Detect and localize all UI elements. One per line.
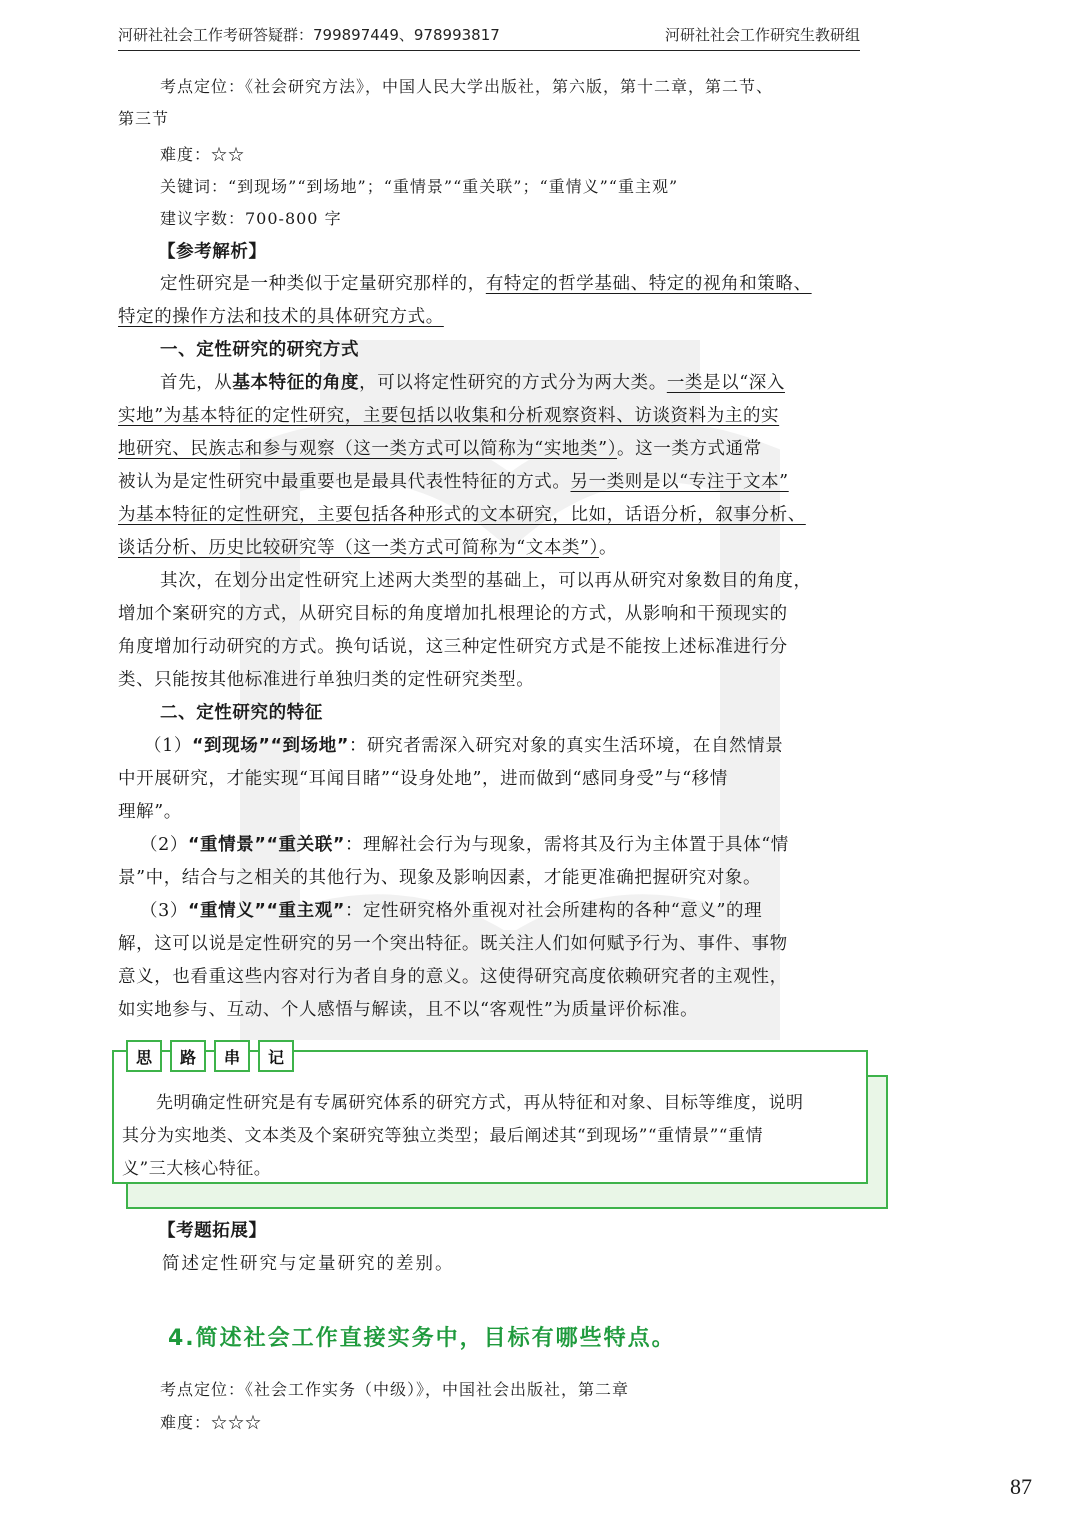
feature-2-text: ：理解社会行为与现象，需将其及行为主体置于具体“情 xyxy=(344,835,789,855)
p1-underlined: 另一类则是以“专注于文本” xyxy=(570,472,789,492)
question-4-title: 4.简述社会工作直接实务中，目标有哪些特点。 xyxy=(168,1326,676,1351)
analysis-heading: 【参考解析】 xyxy=(158,242,267,262)
feature-2-number: （2） xyxy=(140,835,188,855)
feature-3-line-4: 如实地参与、互动、个人感悟与解读，且不以“客观性”为质量评价标准。 xyxy=(118,1000,699,1020)
word-count: 建议字数：700-800 字 xyxy=(160,209,342,228)
section-2-title: 二、定性研究的特征 xyxy=(160,703,323,723)
p1-underlined: 一类是以“深入 xyxy=(666,373,785,393)
p1-line-3 xyxy=(118,435,762,460)
p1-line-1 xyxy=(160,369,785,394)
tag-char: 串 xyxy=(214,1040,250,1072)
question-4-kaodian: 考点定位：《社会工作实务（中级）》，中国社会出版社，第二章 xyxy=(160,1380,630,1399)
question-4-difficulty: 难度：☆☆☆ xyxy=(160,1413,263,1432)
p2-line-2: 增加个案研究的方式，从研究目标的角度增加扎根理论的方式，从影响和干预现实的 xyxy=(118,604,788,624)
feature-1-key: “到现场”“到场地” xyxy=(191,736,349,756)
p1-line-4 xyxy=(118,468,789,493)
tag-char: 路 xyxy=(170,1040,206,1072)
tag-char: 思 xyxy=(126,1040,162,1072)
page-number: 87 xyxy=(1010,1474,1032,1499)
p1-bold: 基本特征的角度 xyxy=(232,373,360,393)
kaodian-line-1: 考点定位：《社会研究方法》，中国人民大学出版社，第六版，第十二章，第二节、 xyxy=(160,77,774,96)
page-header xyxy=(118,20,860,51)
section-1-title: 一、定性研究的研究方式 xyxy=(160,340,360,360)
feature-1-line-2: 中开展研究，才能实现“耳闻目睹”“设身处地”，进而做到“感同身受”与“移情 xyxy=(118,769,728,789)
kaodian-line-2: 第三节 xyxy=(118,109,170,128)
feature-1-line-1 xyxy=(144,732,783,757)
feature-3-line-3: 意义，也看重这些内容对行为者自身的意义。这使得研究高度依赖研究者的主观性， xyxy=(118,967,788,987)
feature-3-line-2: 解，这可以说是定性研究的另一个突出特征。既关注人们如何赋予行为、事件、事物 xyxy=(118,934,788,954)
thinking-box-line-1: 先明确定性研究是有专属研究体系的研究方式，再从特征和对象、目标等维度，说明 xyxy=(156,1093,804,1113)
feature-3-line-1 xyxy=(140,897,762,922)
p1-underlined: 谈话分析、历史比较研究等（这一类方式可简称为“文本类”） xyxy=(118,538,599,558)
feature-2-line-1 xyxy=(140,831,789,856)
feature-2-line-2: 景”中，结合与之相关的其他行为、现象及影响因素，才能更准确把握研究对象。 xyxy=(118,868,762,888)
p1-text: 首先，从 xyxy=(160,373,233,393)
p1-underlined: 地研究、民族志和参与观察（这一类方式可以简称为“实地类”） xyxy=(118,439,618,459)
p1-line-2: 实地”为基本特征的定性研究，主要包括以收集和分析观察资料、访谈资料为主的实 xyxy=(118,406,780,426)
intro-text: 定性研究是一种类似于定量研究那样的， xyxy=(160,274,486,294)
p2-line-4: 类、只能按其他标准进行单独归类的定性研究类型。 xyxy=(118,670,535,690)
p1-text: 。这一类方式通常 xyxy=(617,439,762,459)
extension-text: 简述定性研究与定量研究的差别。 xyxy=(162,1254,455,1274)
thinking-box-line-3: 义”三大核心特征。 xyxy=(122,1159,272,1179)
difficulty: 难度：☆☆ xyxy=(160,145,246,164)
thinking-box-tags xyxy=(126,1040,294,1072)
feature-1-number: （1） xyxy=(144,736,192,756)
p1-text: 被认为是定性研究中最重要也是最具代表性特征的方式。 xyxy=(118,472,571,492)
intro-line-1 xyxy=(160,270,812,295)
intro-line-2: 特定的操作方法和技术的具体研究方式。 xyxy=(118,307,444,327)
feature-1-line-3: 理解”。 xyxy=(118,802,182,822)
p1-line-5: 为基本特征的定性研究，主要包括各种形式的文本研究，比如，话语分析，叙事分析、 xyxy=(118,505,806,525)
thinking-box xyxy=(112,1047,868,1184)
p1-text: ，可以将定性研究的方式分为两大类。 xyxy=(359,373,667,393)
header-right-text: 河研社社会工作研究生教研组 xyxy=(664,26,860,44)
keywords: 关键词：“到现场”“到场地”；“重情景”“重关联”；“重情义”“重主观” xyxy=(160,177,679,196)
feature-1-text: ：研究者需深入研究对象的真实生活环境，在自然情景 xyxy=(348,736,784,756)
p1-text: 。 xyxy=(598,538,618,558)
extension-heading: 【考题拓展】 xyxy=(158,1221,267,1241)
header-left-text: 河研社社会工作考研答疑群：799897449、978993817 xyxy=(118,26,500,44)
p1-line-6 xyxy=(118,534,617,559)
p2-line-3: 角度增加行动研究的方式。换句话说，这三种定性研究方式是不能按上述标准进行分 xyxy=(118,637,788,657)
feature-3-key: “重情义”“重主观” xyxy=(187,901,345,921)
thinking-box-line-2: 其分为实地类、文本类及个案研究等独立类型；最后阐述其“到现场”“重情景”“重情 xyxy=(122,1126,763,1146)
intro-underlined: 有特定的哲学基础、特定的视角和策略、 xyxy=(485,274,812,294)
feature-2-key: “重情景”“重关联” xyxy=(187,835,345,855)
feature-3-text: ：定性研究格外重视对社会所建构的各种“意义”的理 xyxy=(344,901,763,921)
feature-3-number: （3） xyxy=(140,901,188,921)
p2-line-1: 其次，在划分出定性研究上述两大类型的基础上，可以再从研究对象数目的角度， xyxy=(160,571,812,591)
tag-char: 记 xyxy=(258,1040,294,1072)
